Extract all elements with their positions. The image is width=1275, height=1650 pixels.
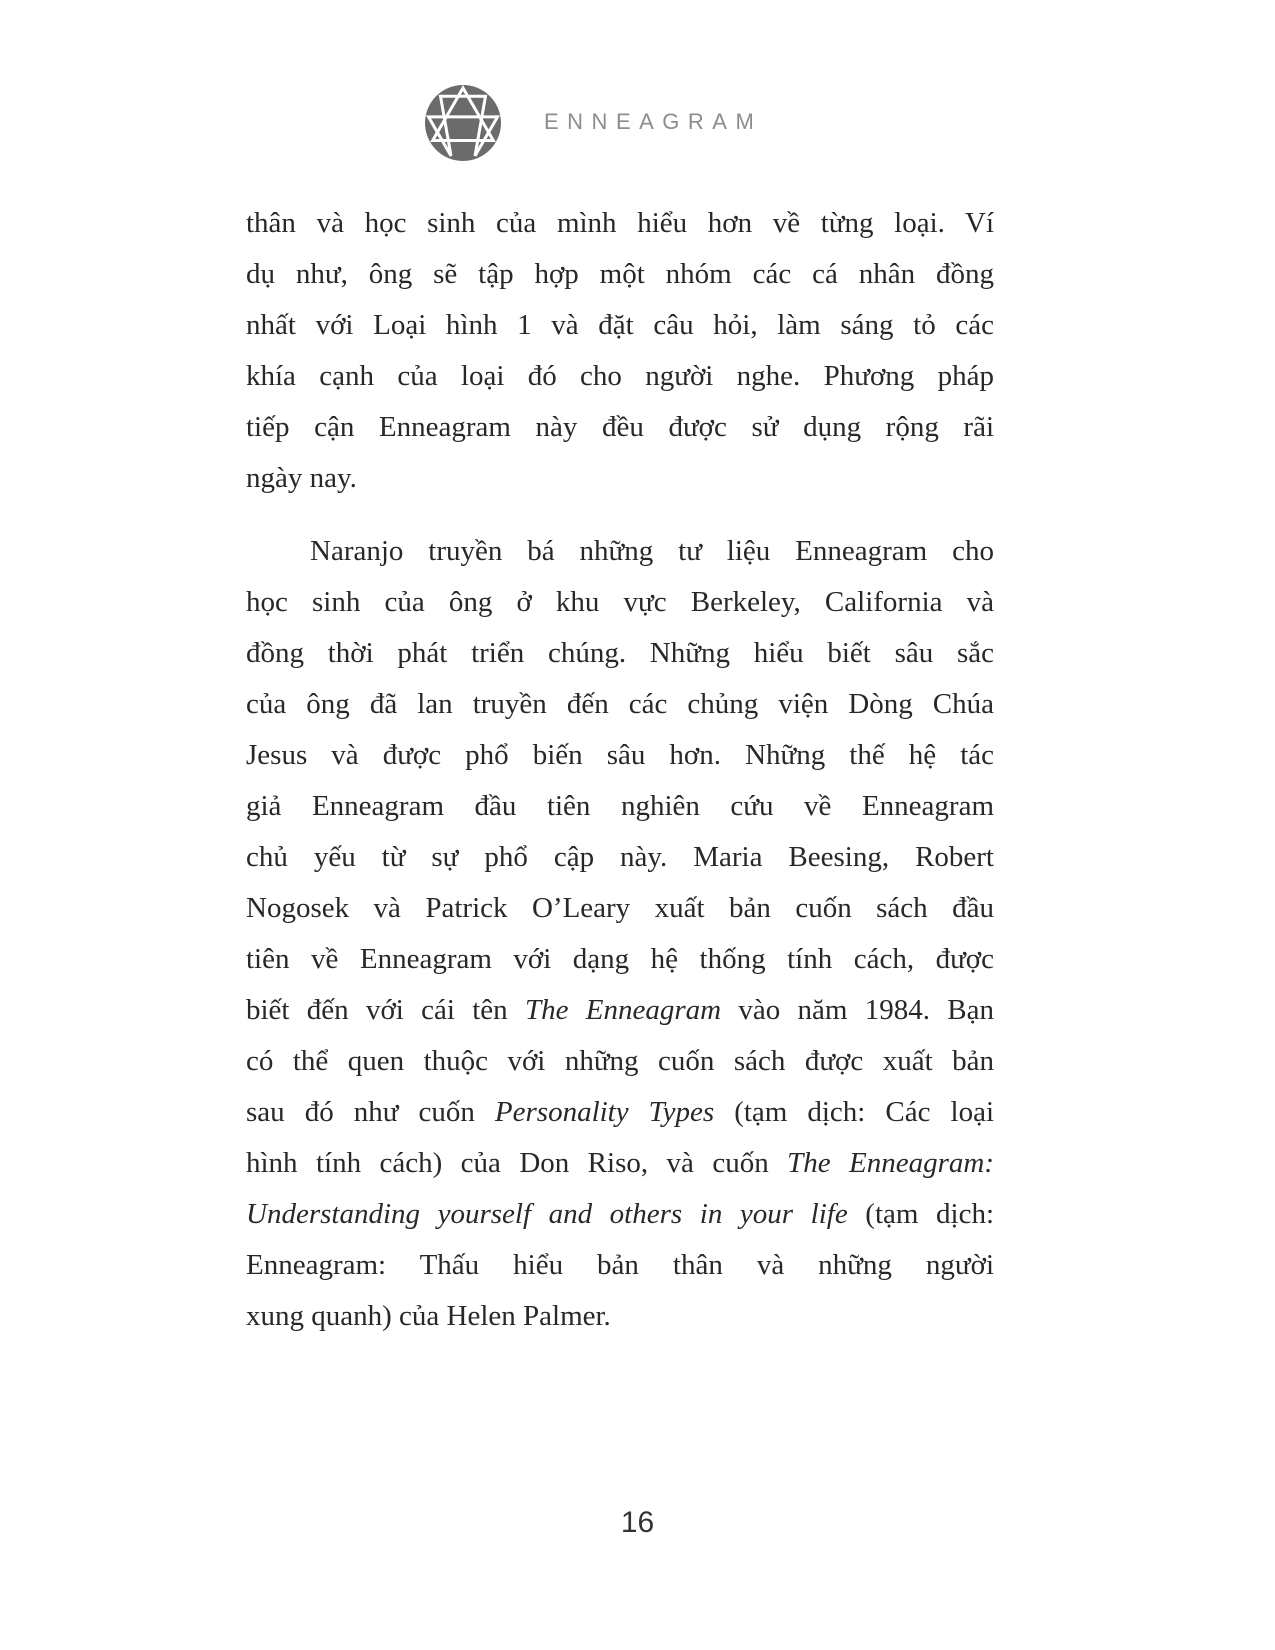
- text-segment: Naranjo truyền bá những tư liệu Enneagram cho: [310, 535, 994, 567]
- text-block: [246, 198, 994, 1342]
- text-segment: khía cạnh của loại đó cho người nghe. Phương pháp: [246, 360, 994, 392]
- text-segment: thân và học sinh của mình hiểu hơn về từng loại. Ví: [246, 207, 994, 239]
- book-title-italic: Understanding yourself and others in your life: [246, 1198, 848, 1230]
- text-segment: xung quanh) của Helen Palmer.: [246, 1300, 611, 1332]
- brand-wordmark: ENNEAGRAM: [544, 109, 763, 134]
- text-segment: hình tính cách) của Don Riso, và cuốn: [246, 1147, 788, 1179]
- text-segment: biết đến với cái tên: [246, 994, 525, 1026]
- text-line: [246, 1036, 994, 1087]
- text-line: [246, 1138, 994, 1189]
- text-line: [246, 832, 994, 883]
- text-line: [246, 628, 994, 679]
- text-line: [246, 1189, 994, 1240]
- text-line: [246, 351, 994, 402]
- text-line: [246, 679, 994, 730]
- text-segment: Jesus và được phổ biến sâu hơn. Những thế hệ tác: [246, 739, 994, 771]
- paragraph: [246, 198, 994, 504]
- text-segment: tiếp cận Enneagram này đều được sử dụng rộng rãi: [246, 411, 994, 443]
- text-segment: có thể quen thuộc với những cuốn sách được xuất bản: [246, 1045, 994, 1077]
- book-title-italic: The Enneagram: [524, 994, 722, 1026]
- enneagram-logo-icon: [424, 84, 502, 162]
- text-segment: (tạm dịch:: [847, 1198, 994, 1230]
- text-segment: nhất với Loại hình 1 và đặt câu hỏi, làm sáng tỏ các: [246, 309, 994, 341]
- text-segment: học sinh của ông ở khu vực Berkeley, California và: [246, 586, 994, 618]
- text-segment: vào năm 1984. Bạn: [721, 994, 994, 1026]
- text-segment: Nogosek và Patrick O’Leary xuất bản cuốn sách đầu: [246, 892, 994, 924]
- page-number: 16: [620, 1506, 655, 1539]
- text-line: [246, 198, 994, 249]
- text-segment: ngày nay.: [246, 462, 357, 494]
- text-line: [246, 249, 994, 300]
- text-line: [246, 526, 994, 577]
- text-segment: tiên về Enneagram với dạng hệ thống tính cách, được: [246, 943, 994, 975]
- text-segment: giả Enneagram đầu tiên nghiên cứu về Enneagram: [246, 790, 994, 822]
- text-line: [246, 402, 994, 453]
- text-segment: Enneagram: Thấu hiểu bản thân và những người: [246, 1249, 994, 1281]
- text-line: [246, 883, 994, 934]
- text-line: [246, 1087, 994, 1138]
- text-line: [246, 1291, 994, 1342]
- text-segment: của ông đã lan truyền đến các chủng viện Dòng Chúa: [246, 688, 994, 720]
- text-line: [246, 730, 994, 781]
- text-line: [246, 453, 994, 504]
- text-segment: (tạm dịch: Các loại: [714, 1096, 995, 1128]
- header: [424, 84, 762, 162]
- text-line: [246, 985, 994, 1036]
- text-segment: chủ yếu từ sự phổ cập này. Maria Beesing, Robert: [246, 841, 994, 873]
- text-line: [246, 781, 994, 832]
- text-segment: dụ như, ông sẽ tập hợp một nhóm các cá nhân đồng: [246, 258, 994, 290]
- text-line: [246, 577, 994, 628]
- text-line: [246, 300, 994, 351]
- text-line: [246, 934, 994, 985]
- book-title-italic: Personality Types: [494, 1096, 715, 1128]
- text-line: [246, 1240, 994, 1291]
- text-segment: sau đó như cuốn: [246, 1096, 495, 1128]
- book-title-italic: The Enneagram:: [787, 1147, 994, 1179]
- paragraph: [246, 526, 994, 1342]
- text-segment: đồng thời phát triển chúng. Những hiểu biết sâu sắc: [246, 637, 994, 669]
